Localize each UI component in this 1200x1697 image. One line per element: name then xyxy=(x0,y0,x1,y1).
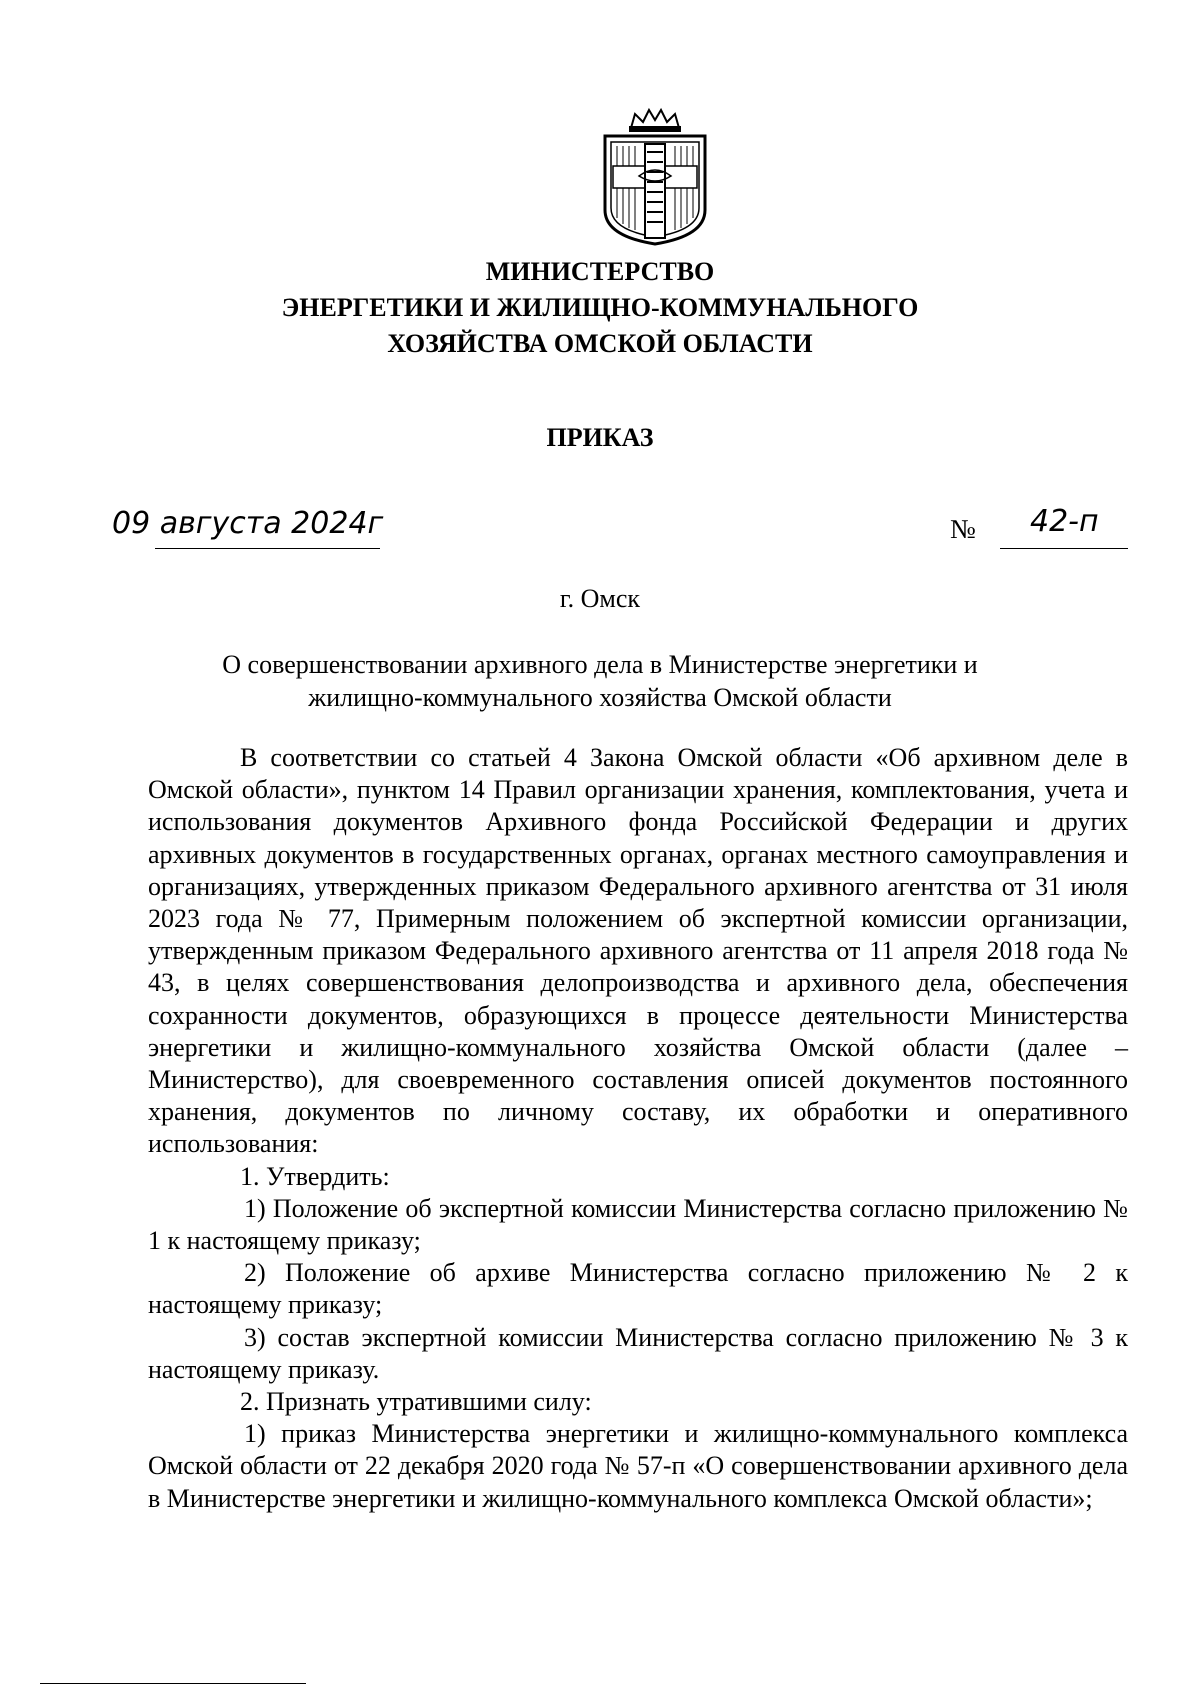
city-label: г. Омск xyxy=(559,584,641,613)
item-2-heading: 2. Признать утратившими силу: xyxy=(240,1387,592,1417)
item-1-subitem-3: 3) состав экспертной комиссии Министерства согласно приложению № 3 к настоящему приказу. xyxy=(148,1322,1128,1384)
number-underline xyxy=(1000,548,1128,549)
handwritten-date: 09 августа 2024г xyxy=(112,506,384,541)
subject-line-2: жилищно-коммунального хозяйства Омской области xyxy=(308,683,892,712)
handwritten-number: 42-п xyxy=(1030,504,1099,539)
date-underline xyxy=(155,548,380,549)
coat-of-arms-emblem xyxy=(591,106,719,246)
document-type-title: ПРИКАЗ xyxy=(546,423,654,452)
ministry-header xyxy=(100,254,1100,362)
header-line-3: ХОЗЯЙСТВА ОМСКОЙ ОБЛАСТИ xyxy=(387,329,813,358)
preamble-paragraph: В соответствии со статьей 4 Закона Омской области «Об архивном деле в Омской области», пунктом 14 Правил организации хранения, комплектования, учета и использования документов Архивного фонда Российской Федерации и других архивных документов в государственных органах, органах местного самоуправления и организациях, утвержденных приказом Федерального архивного агентства от 31 июля 2023 года № 77, Примерным положением об экспертной комиссии организации, утвержденным приказом Федерального архивного агентства от 11 апреля 2018 года № 43, в целях совершенствования делопроизводства и архивного дела, обеспечения сохранности документов, образующихся в процессе деятельности Министерства энергетики и жилищно-коммунального хозяйства Омской области (далее – Министерство), для своевременного составления описей документов постоянного хранения, документов по личному составу, их обработки и оперативного использования: xyxy=(148,743,1128,1159)
item-1-subitem-1: 1) Положение об экспертной комиссии Министерства согласно приложению № 1 к настоящему приказу; xyxy=(148,1193,1128,1256)
order-body xyxy=(148,742,1128,1515)
subject-line-1: О совершенствовании архивного дела в Министерстве энергетики и xyxy=(222,650,978,679)
number-sign: № xyxy=(950,514,976,544)
footer-divider xyxy=(40,1683,306,1684)
item-1-subitem-2: 2) Положение об архиве Министерства согласно приложению № 2 к настоящему приказу; xyxy=(148,1258,1128,1320)
item-1-heading: 1. Утвердить: xyxy=(240,1161,390,1191)
item-2-subitem-1: 1) приказ Министерства энергетики и жилищно-коммунального комплекса Омской области от 22 декабря 2020 года № 57-п «О совершенствовании архивного дела в Министерстве энергетики и жилищно-коммунального комплекса Омской области»; xyxy=(148,1419,1128,1513)
order-subject xyxy=(200,648,1000,714)
header-line-1: МИНИСТЕРСТВО xyxy=(485,257,715,286)
header-line-2: ЭНЕРГЕТИКИ И ЖИЛИЩНО-КОММУНАЛЬНОГО xyxy=(281,293,919,322)
